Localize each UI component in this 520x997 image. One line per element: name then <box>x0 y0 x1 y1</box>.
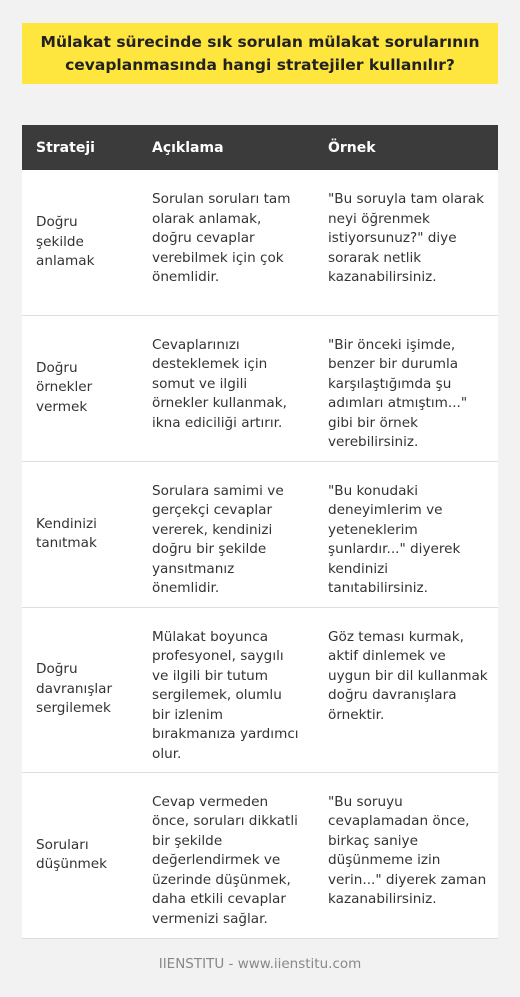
header-strateji: Strateji <box>22 125 138 170</box>
cell-aciklama: Cevap vermeden önce, soruları dikkatli bir şekilde değerlendirmek ve üzerinde düşünmek, daha etkili cevaplar vermenizi sağlar. <box>138 772 314 938</box>
header-ornek: Örnek <box>314 125 498 170</box>
page-title: Mülakat sürecinde sık sorulan mülakat sorularının cevaplanmasında hangi stratejiler kullanılır? <box>40 32 480 74</box>
title-banner <box>22 23 498 84</box>
footer-credit: IIENSTITU - www.iienstitu.com <box>158 956 362 972</box>
table-row <box>22 607 498 772</box>
cell-aciklama: Cevaplarınızı desteklemek için somut ve ilgili örnekler kullanmak, ikna ediciliği artırır. <box>138 315 314 461</box>
table-header-row <box>22 125 498 170</box>
cell-ornek: "Bu konudaki deneyimlerim ve yeteneklerim şunlardır..." diyerek kendinizi tanıtabilirsiniz. <box>314 461 498 607</box>
table-row <box>22 315 498 461</box>
cell-ornek: "Bir önceki işimde, benzer bir durumla karşılaştığımda şu adımları atmıştım..." gibi bir örnek verebilirsiniz. <box>314 315 498 461</box>
table-row <box>22 461 498 607</box>
cell-ornek: "Bu soruyu cevaplamadan önce, birkaç saniye düşünmeme izin verin..." diyerek zaman kazanabilirsiniz. <box>314 772 498 938</box>
table-row <box>22 170 498 315</box>
cell-strateji: Soruları düşünmek <box>22 772 138 938</box>
cell-strateji: Kendinizi tanıtmak <box>22 461 138 607</box>
header-aciklama: Açıklama <box>138 125 314 170</box>
cell-aciklama: Sorulara samimi ve gerçekçi cevaplar vererek, kendinizi doğru bir şekilde yansıtmanız önemlidir. <box>138 461 314 607</box>
cell-strateji: Doğru örnekler vermek <box>22 315 138 461</box>
cell-aciklama: Sorulan soruları tam olarak anlamak, doğru cevaplar verebilmek için çok önemlidir. <box>138 170 314 315</box>
cell-strateji: Doğru davranışlar sergilemek <box>22 607 138 772</box>
table-row <box>22 772 498 938</box>
cell-ornek: Göz teması kurmak, aktif dinlemek ve uygun bir dil kullanmak doğru davranışlara örnektir. <box>314 607 498 772</box>
cell-strateji: Doğru şekilde anlamak <box>22 170 138 315</box>
cell-aciklama: Mülakat boyunca profesyonel, saygılı ve ilgili bir tutum sergilemek, olumlu bir izlenim bırakmanıza yardımcı olur. <box>138 607 314 772</box>
cell-ornek: "Bu soruyla tam olarak neyi öğrenmek istiyorsunuz?" diye sorarak netlik kazanabilirsiniz. <box>314 170 498 315</box>
strategy-table <box>22 125 498 939</box>
